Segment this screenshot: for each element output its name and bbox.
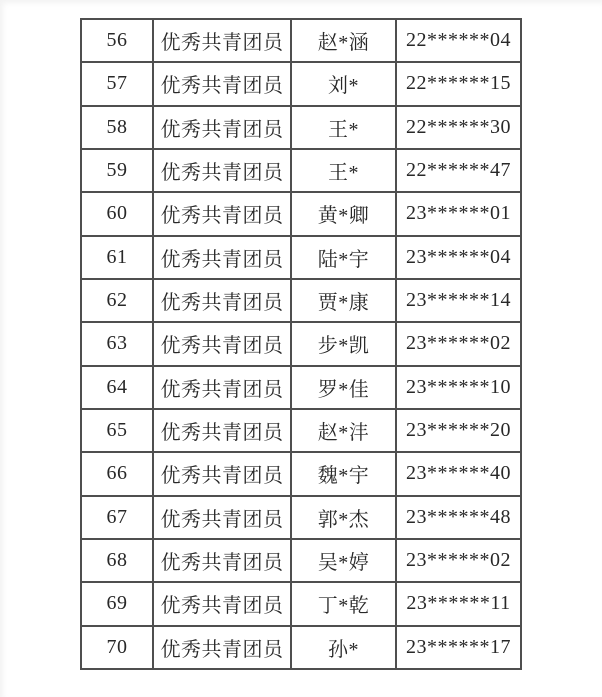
cell-index: 69 (81, 582, 153, 625)
cell-index: 61 (81, 236, 153, 279)
cell-name: 赵*沣 (291, 409, 396, 452)
table-row (81, 582, 521, 625)
cell-honor: 优秀共青团员 (153, 409, 291, 452)
cell-index: 63 (81, 322, 153, 365)
cell-id: 22******30 (396, 106, 521, 149)
table-row (81, 19, 521, 62)
cell-index: 67 (81, 496, 153, 539)
table-row (81, 106, 521, 149)
cell-index: 64 (81, 366, 153, 409)
table-row (81, 539, 521, 582)
cell-index: 58 (81, 106, 153, 149)
cell-index: 59 (81, 149, 153, 192)
table-row (81, 236, 521, 279)
table-row (81, 409, 521, 452)
cell-index: 60 (81, 192, 153, 235)
table-row (81, 626, 521, 669)
cell-name: 步*凯 (291, 322, 396, 365)
cell-name: 魏*宇 (291, 452, 396, 495)
cell-honor: 优秀共青团员 (153, 582, 291, 625)
cell-id: 23******48 (396, 496, 521, 539)
cell-honor: 优秀共青团员 (153, 149, 291, 192)
cell-honor: 优秀共青团员 (153, 322, 291, 365)
cell-index: 57 (81, 62, 153, 105)
table-row (81, 62, 521, 105)
cell-honor: 优秀共青团员 (153, 236, 291, 279)
table-row (81, 496, 521, 539)
table-row (81, 192, 521, 235)
table-row (81, 279, 521, 322)
cell-name: 孙* (291, 626, 396, 669)
cell-name: 刘* (291, 62, 396, 105)
cell-id: 23******17 (396, 626, 521, 669)
cell-name: 王* (291, 149, 396, 192)
cell-name: 丁*乾 (291, 582, 396, 625)
cell-name: 陆*宇 (291, 236, 396, 279)
cell-id: 22******04 (396, 19, 521, 62)
cell-id: 23******10 (396, 366, 521, 409)
cell-name: 吴*婷 (291, 539, 396, 582)
cell-index: 65 (81, 409, 153, 452)
cell-id: 23******40 (396, 452, 521, 495)
cell-index: 62 (81, 279, 153, 322)
cell-index: 56 (81, 19, 153, 62)
cell-name: 罗*佳 (291, 366, 396, 409)
cell-honor: 优秀共青团员 (153, 539, 291, 582)
table-row (81, 452, 521, 495)
cell-honor: 优秀共青团员 (153, 19, 291, 62)
cell-honor: 优秀共青团员 (153, 452, 291, 495)
table-row (81, 149, 521, 192)
cell-honor: 优秀共青团员 (153, 366, 291, 409)
cell-id: 23******01 (396, 192, 521, 235)
cell-id: 22******15 (396, 62, 521, 105)
cell-honor: 优秀共青团员 (153, 62, 291, 105)
cell-id: 23******20 (396, 409, 521, 452)
cell-name: 赵*涵 (291, 19, 396, 62)
cell-id: 23******11 (396, 582, 521, 625)
cell-id: 23******02 (396, 539, 521, 582)
cell-honor: 优秀共青团员 (153, 496, 291, 539)
cell-index: 68 (81, 539, 153, 582)
cell-honor: 优秀共青团员 (153, 279, 291, 322)
cell-id: 22******47 (396, 149, 521, 192)
cell-honor: 优秀共青团员 (153, 106, 291, 149)
awards-table (80, 18, 522, 670)
table-row (81, 366, 521, 409)
cell-honor: 优秀共青团员 (153, 626, 291, 669)
cell-name: 贾*康 (291, 279, 396, 322)
cell-id: 23******14 (396, 279, 521, 322)
cell-index: 66 (81, 452, 153, 495)
cell-name: 郭*杰 (291, 496, 396, 539)
cell-index: 70 (81, 626, 153, 669)
cell-name: 黄*卿 (291, 192, 396, 235)
table-row (81, 322, 521, 365)
cell-honor: 优秀共青团员 (153, 192, 291, 235)
cell-id: 23******02 (396, 322, 521, 365)
cell-id: 23******04 (396, 236, 521, 279)
cell-name: 王* (291, 106, 396, 149)
